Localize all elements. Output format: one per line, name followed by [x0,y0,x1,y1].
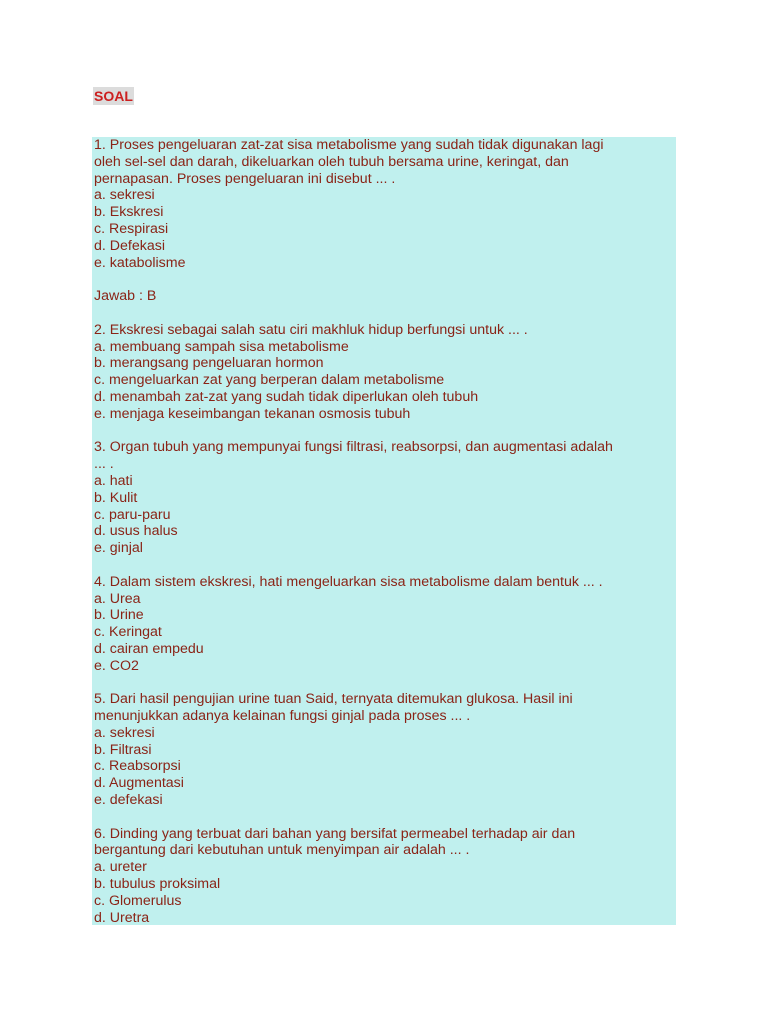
option-d: d. Defekasi [94,237,165,254]
question-5 [94,691,674,809]
question-2 [94,322,674,423]
option-c: c. paru-paru [94,506,171,523]
question-stem-line: 6. Dinding yang terbuat dari bahan yang bersifat permeabel terhadap air dan [94,825,576,842]
option-a: a. hati [94,472,133,489]
question-stem-line: pernapasan. Proses pengeluaran ini disebut ... . [94,170,396,187]
option-a: a. ureter [94,859,147,876]
question-3 [94,439,674,557]
option-b: b. Ekskresi [94,204,164,221]
question-4 [94,574,674,675]
answer-key: Jawab : B [94,288,157,305]
option-a: a. sekresi [94,187,155,204]
option-c: c. Keringat [94,624,162,641]
option-c: c. Respirasi [94,220,169,237]
option-e: e. katabolisme [94,254,186,271]
question-stem-line: ... . [94,456,114,473]
option-e: e. defekasi [94,792,163,809]
option-b: b. merangsang pengeluaran hormon [94,355,324,372]
question-list [92,137,676,925]
question-1 [94,137,674,271]
option-c: c. Reabsorpsi [94,758,181,775]
question-6 [94,826,674,925]
option-d: d. menambah zat-zat yang sudah tidak diperlukan oleh tubuh [94,388,479,405]
option-b: b. Filtrasi [94,741,152,758]
option-d: d. Augmentasi [94,775,184,792]
question-stem-line: menunjukkan adanya kelainan fungsi ginjal pada proses ... . [94,708,471,725]
question-stem-line: oleh sel-sel dan darah, dikeluarkan oleh tubuh bersama urine, keringat, dan [94,153,569,170]
question-stem-line: 4. Dalam sistem ekskresi, hati mengeluarkan sisa metabolisme dalam bentuk ... . [94,573,603,590]
option-a: a. sekresi [94,724,155,741]
option-a: a. membuang sampah sisa metabolisme [94,338,349,355]
option-e: e. menjaga keseimbangan tekanan osmosis tubuh [94,405,411,422]
answer-1 [94,288,674,305]
option-e: e. CO2 [94,657,139,674]
page-heading: SOAL [94,88,133,104]
option-d: d. cairan empedu [94,640,204,657]
option-a: a. Urea [94,590,141,607]
option-e: e. ginjal [94,540,143,557]
question-stem-line: 2. Ekskresi sebagai salah satu ciri makhluk hidup berfungsi untuk ... . [94,321,528,338]
option-d: d. Uretra [94,909,150,925]
question-stem-line: bergantung dari kebutuhan untuk menyimpan air adalah ... . [94,842,470,859]
option-b: b. tubulus proksimal [94,876,221,893]
question-stem-line: 5. Dari hasil pengujian urine tuan Said, ternyata ditemukan glukosa. Hasil ini [94,691,573,708]
option-d: d. usus halus [94,523,178,540]
question-stem-line: 1. Proses pengeluaran zat-zat sisa metabolisme yang sudah tidak digunakan lagi [94,137,604,153]
option-c: c. Glomerulus [94,892,182,909]
question-stem-line: 3. Organ tubuh yang mempunyai fungsi filtrasi, reabsorpsi, dan augmentasi adalah [94,439,613,456]
option-c: c. mengeluarkan zat yang berperan dalam metabolisme [94,372,445,389]
option-b: b. Kulit [94,489,138,506]
option-b: b. Urine [94,607,144,624]
